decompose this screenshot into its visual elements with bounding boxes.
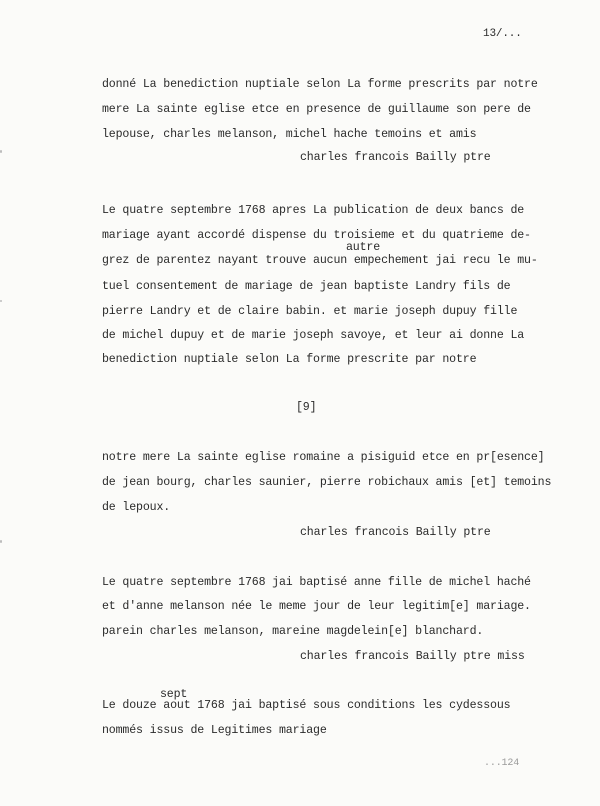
entry2-line-2: mariage ayant accordé dispense du troisieme et du quatrieme de-	[102, 229, 531, 242]
entry1-signature: charles francois Bailly ptre	[300, 151, 491, 164]
entry2-line-3: grez de parentez nayant trouve aucun empechement jai recu le mu-	[102, 254, 538, 267]
entry4-line-2: et d'anne melanson née le meme jour de leur legitim[e] mariage.	[102, 600, 531, 613]
entry2-line-1: Le quatre septembre 1768 apres La publication de deux bancs de	[102, 204, 525, 217]
entry4-line-3: parein charles melanson, mareine magdelein[e] blanchard.	[102, 625, 484, 638]
entry5-interline-insertion: sept	[160, 688, 188, 701]
entry1-line-2: mere La sainte eglise etce en presence de guillaume son pere de	[102, 103, 531, 116]
folio-number: ...124	[484, 758, 520, 769]
entry2-line-7: benediction nuptiale selon La forme prescrite par notre	[102, 353, 477, 366]
entry1-line-1: donné La benediction nuptiale selon La forme prescrits par notre	[102, 78, 538, 91]
entry4-signature: charles francois Bailly ptre miss	[300, 650, 525, 663]
entry2-line-5: pierre Landry et de claire babin. et marie joseph dupuy fille	[102, 305, 518, 318]
entry4-line-1: Le quatre septembre 1768 jai baptisé anne fille de michel haché	[102, 576, 531, 589]
entry1-line-3: lepouse, charles melanson, michel hache temoins et amis	[102, 128, 477, 141]
entry5-line-2: nommés issus de Legitimes mariage	[102, 724, 327, 737]
entry3-line-3: de lepoux.	[102, 501, 171, 514]
entry3-line-2: de jean bourg, charles saunier, pierre robichaux amis [et] temoins	[102, 476, 552, 489]
entry5-line-1: Le douze aout 1768 jai baptisé sous conditions les cydessous	[102, 699, 511, 712]
entry2-line-6: de michel dupuy et de marie joseph savoye, et leur ai donne La	[102, 329, 525, 342]
section-marker: [9]	[296, 401, 317, 414]
page-reference: 13/...	[483, 28, 522, 40]
entry2-line-4: tuel consentement de mariage de jean baptiste Landry fils de	[102, 280, 511, 293]
entry3-line-1: notre mere La sainte eglise romaine a pisiguid etce en pr[esence]	[102, 451, 545, 464]
scan-edge-marks	[0, 0, 2, 806]
entry3-signature: charles francois Bailly ptre	[300, 526, 491, 539]
entry2-interline-insertion: autre	[346, 241, 381, 254]
